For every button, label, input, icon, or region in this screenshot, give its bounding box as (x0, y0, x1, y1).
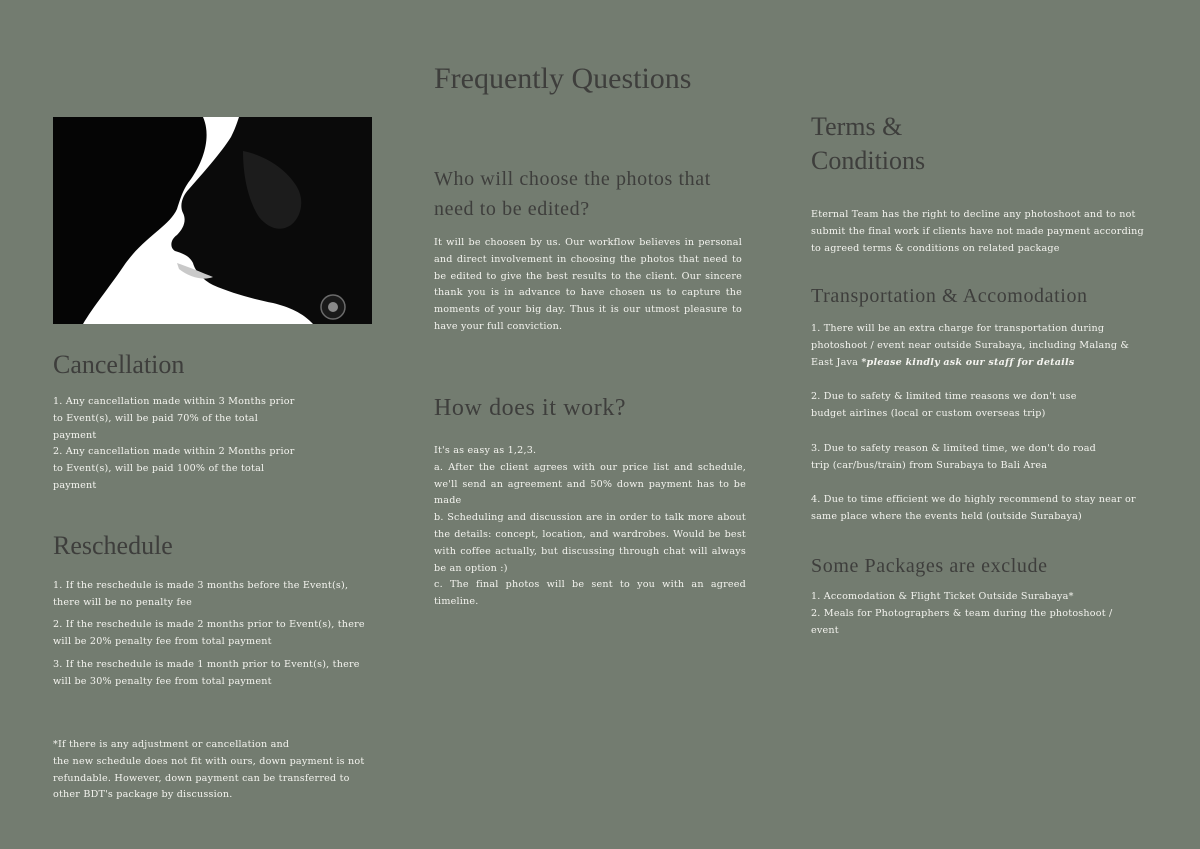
cancellation-list (53, 394, 303, 495)
transport-item-3 (811, 441, 1141, 475)
exclude-item-2: 2. Meals for Photographers & team during the photoshoot / event (811, 607, 1113, 636)
faq-answer-2-step-b: b. Scheduling and discussion are in order to talk more about the details: concept, location, and wardrobes. Would be best with coffee actually, but discussing through chat will always be an option :) (434, 512, 746, 574)
transport-item-3-line-2: trip (car/bus/train) from Surabaya to Bali Area (811, 459, 1048, 471)
faq-answer-2 (434, 443, 746, 611)
transport-item-1-text: 1. There will be an extra charge for transportation during photoshoot / event near outside Surabaya, including Malang & East Java (811, 323, 1130, 368)
cancellation-item-1: 1. Any cancellation made within 3 Months prior to Event(s), will be paid 70% of the total payment (53, 396, 295, 441)
transport-item-3-line-1: 3. Due to safety reason & limited time, we don't do road (811, 443, 1096, 454)
terms-title-line-2: Conditions (811, 146, 926, 175)
exclude-item-1: 1. Accomodation & Flight Ticket Outside Surabaya* (811, 591, 1074, 602)
terms-title-line-1: Terms & (811, 112, 903, 141)
faq-question-2: How does it work? (434, 395, 627, 421)
exclude-title: Some Packages are exclude (811, 555, 1048, 577)
transport-item-2 (811, 389, 1141, 423)
exclude-list (811, 589, 1141, 639)
reschedule-item-2: 2. If the reschedule is made 2 months prior to Event(s), there will be 20% penalty fee from total payment (53, 619, 365, 647)
cancellation-title: Cancellation (53, 350, 185, 379)
transport-item-2-line-2: budget airlines (local or custom overseas trip) (811, 407, 1046, 419)
faq-answer-2-step-c: c. The final photos will be sent to you with an agreed timeline. (434, 579, 746, 608)
payment-note-line-2: the new schedule does not fit with ours, down payment is not refundable. However, down payment can be transferred to other BDT's package by discussion. (53, 755, 365, 801)
faq-question-1: Who will choose the photos that need to be edited? (434, 168, 711, 220)
reschedule-title: Reschedule (53, 531, 173, 560)
payment-note (53, 737, 373, 804)
transport-item-4: 4. Due to time efficient we do highly recommend to stay near or same place where the events held (outside Surabaya) (811, 494, 1136, 522)
transport-item-2-line-1: 2. Due to safety & limited time reasons we don't use (811, 391, 1077, 402)
couple-silhouette-photo (53, 117, 372, 324)
faq-answer-1: It will be choosen by us. Our workflow believes in personal and direct involvement in choosing the photos that need to be edited to give the best results to the client. Our sincere thank you is in advance to have chosen us to capture the moments of your big day. Thus it is our utmost pleasure to have your full conviction. (434, 237, 742, 332)
terms-title (811, 110, 925, 178)
reschedule-item-3: 3. If the reschedule is made 1 month prior to Event(s), there will be 30% penalty fee from total payment (53, 659, 360, 687)
cancellation-item-2: 2. Any cancellation made within 2 Months prior to Event(s), will be paid 100% of the total payment (53, 446, 295, 491)
transport-title: Transportation & Accomodation (811, 285, 1088, 307)
transport-item-1-emphasis: *please kindly ask our staff for details (861, 356, 1075, 368)
terms-text: Eternal Team has the right to decline any photoshoot and to not submit the final work if clients have not made payment according to agreed terms & conditions on related package (811, 209, 1144, 254)
transport-item-1 (811, 321, 1141, 371)
payment-note-line-1: *If there is any adjustment or cancellation and (53, 739, 290, 750)
couple-silhouette-image (53, 117, 372, 324)
reschedule-item-1: 1. If the reschedule is made 3 months before the Event(s), there will be no penalty fee (53, 580, 349, 608)
faq-title: Frequently Questions (434, 62, 692, 95)
faq-answer-2-intro: It's as easy as 1,2,3. (434, 445, 537, 456)
faq-answer-2-step-a: a. After the client agrees with our price list and schedule, we'll send an agreement and 50% down payment has to be made (434, 461, 746, 507)
